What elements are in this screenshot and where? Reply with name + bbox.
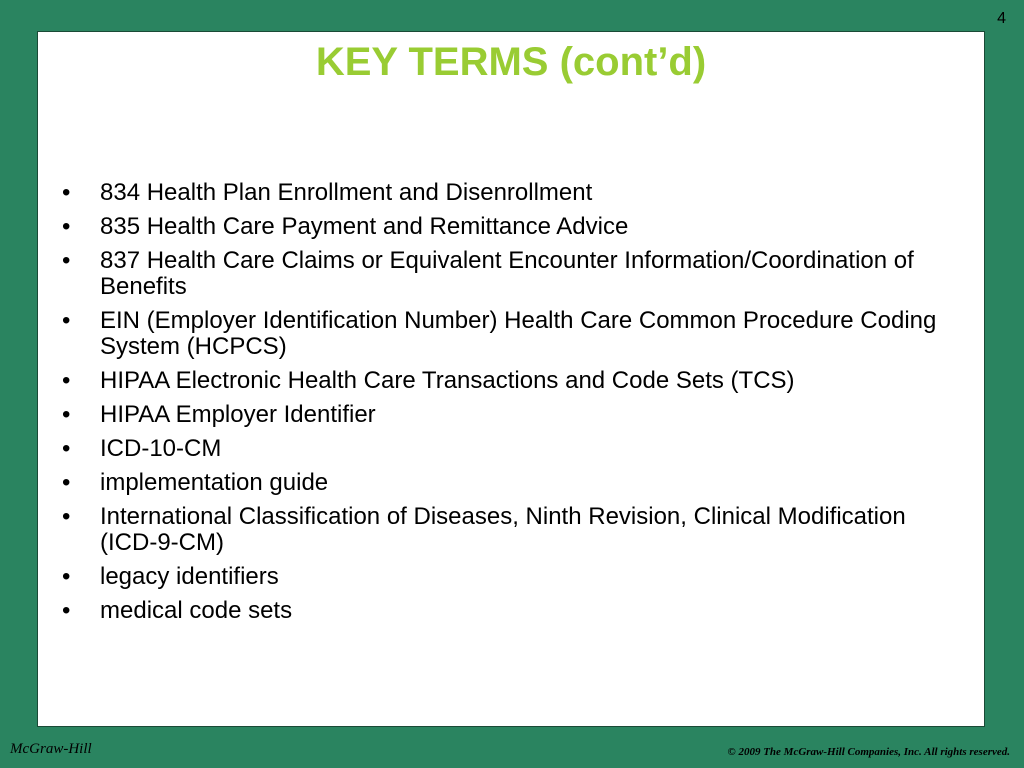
list-item-text: implementation guide	[100, 469, 329, 496]
bullet-marker: •	[62, 435, 71, 462]
list-item	[62, 308, 962, 360]
list-item-text: ICD-10-CM	[100, 435, 222, 462]
list-item-text: EIN (Employer Identification Number) Health Care Common Procedure Coding System (HCPCS)	[100, 307, 937, 360]
bullet-marker: •	[62, 247, 71, 274]
bullet-marker: •	[62, 307, 71, 334]
list-item-text: legacy identifiers	[100, 563, 279, 590]
list-item	[62, 180, 962, 206]
bullet-marker: •	[62, 213, 71, 240]
bullet-marker: •	[62, 563, 71, 590]
list-item	[62, 368, 962, 394]
list-item-text: HIPAA Electronic Health Care Transactions and Code Sets (TCS)	[100, 367, 795, 394]
bullet-marker: •	[62, 401, 71, 428]
list-item-text: 837 Health Care Claims or Equivalent Encounter Information/Coordination of Benefits	[100, 247, 914, 300]
list-item	[62, 436, 962, 462]
publisher-logo: McGraw-Hill	[10, 741, 92, 757]
key-terms-list	[62, 180, 962, 632]
list-item	[62, 564, 962, 590]
list-item	[62, 504, 962, 556]
slide-number: 4	[997, 10, 1006, 27]
list-item	[62, 248, 962, 300]
list-item-text: 834 Health Plan Enrollment and Disenrollment	[100, 179, 593, 206]
list-item-text: medical code sets	[100, 597, 293, 624]
copyright-notice: © 2009 The McGraw-Hill Companies, Inc. All rights reserved.	[727, 746, 1010, 758]
list-item-text: 835 Health Care Payment and Remittance Advice	[100, 213, 629, 240]
bullet-marker: •	[62, 179, 71, 206]
list-item-text: International Classification of Diseases, Ninth Revision, Clinical Modification (ICD-9-CM)	[100, 503, 906, 556]
list-item	[62, 402, 962, 428]
list-item	[62, 598, 962, 624]
list-item-text: HIPAA Employer Identifier	[100, 401, 376, 428]
slide-content-panel	[37, 31, 985, 727]
list-item	[62, 470, 962, 496]
bullet-marker: •	[62, 367, 71, 394]
list-item	[62, 214, 962, 240]
slide-title: KEY TERMS (cont’d)	[315, 40, 707, 84]
bullet-marker: •	[62, 597, 71, 624]
bullet-marker: •	[62, 503, 71, 530]
bullet-marker: •	[62, 469, 71, 496]
